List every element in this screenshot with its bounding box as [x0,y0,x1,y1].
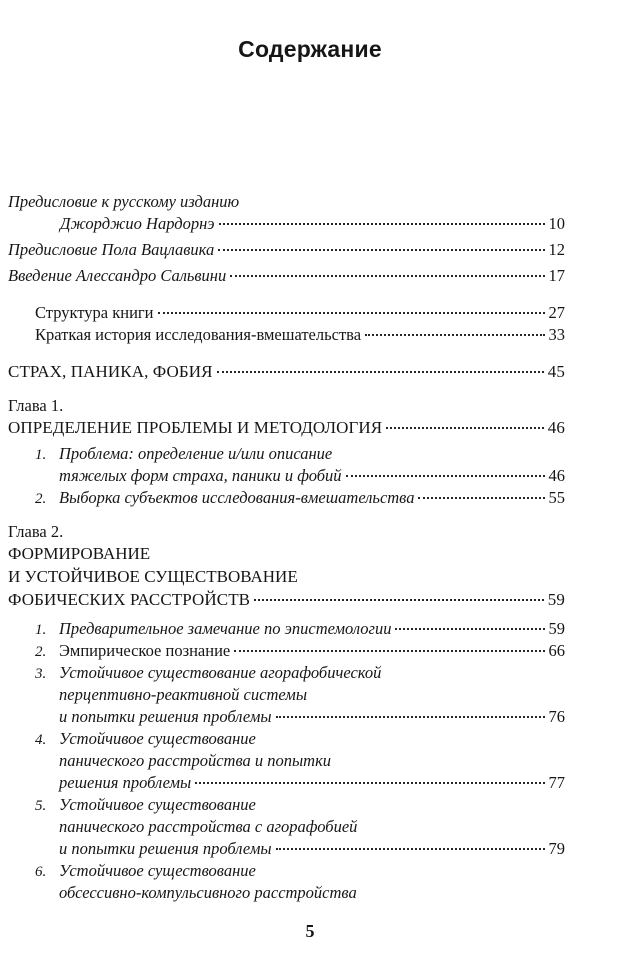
chapter-2-item-4 [35,728,256,750]
toc-entry-text: Краткая история исследования-вмешательства [35,325,362,344]
chapter-1-item-1 [35,443,332,465]
chapter-2-item-3 [35,662,381,684]
toc-page-number: 46 [547,418,565,437]
item-number: 4. [35,732,47,748]
toc-page-number: 45 [547,362,565,381]
dot-leader [230,275,544,277]
chapter-2-item-2 [35,640,565,662]
toc-page-number: 76 [548,707,565,726]
toc-entry-history [35,324,565,346]
dot-leader [395,628,544,630]
dot-leader [418,497,544,499]
item-text: Устойчивое существование агорафобической [59,663,382,682]
item-number: 3. [35,666,47,682]
dot-leader [217,371,544,373]
item-text: Проблема: определение и/или описание [59,444,333,463]
toc-page-number: 59 [547,590,565,609]
dot-leader [218,249,544,251]
toc-entry-text: тяжелых форм страха, паники и фобий [59,466,342,485]
item-text: Устойчивое существование [59,729,256,748]
dot-leader [219,223,545,225]
item-number: 2. [35,491,47,507]
toc-entry-part-fear [8,361,565,383]
item-text: Устойчивое существование [59,795,256,814]
chapter-2-item-6 [35,860,256,882]
toc-entry-text: Предисловие Пола Вацлавика [8,240,215,259]
toc-page-number: 59 [548,619,565,638]
toc-entry-text: и попытки решения проблемы [59,839,272,858]
chapter-2-item-4-line-2: панического расстройства и попытки [59,751,332,770]
toc-entry-text: Предварительное замечание по эпистемологии [59,619,392,638]
toc-entry-text: решения проблемы [59,773,192,792]
toc-entry-text: Введение Алессандро Сальвини [8,266,227,285]
toc-entry-text: Выборка субъектов исследования-вмешательства [59,488,415,507]
chapter-2-title [8,589,565,611]
page-number: 5 [305,921,315,941]
toc-page-number: 46 [548,466,565,485]
dot-leader [276,716,545,718]
chapter-1-item-2 [35,487,565,509]
toc-page-number: 77 [548,773,565,792]
item-number: 6. [35,864,47,880]
chapter-2-item-1 [35,618,565,640]
toc-page-number: 17 [548,266,565,285]
chapter-1-label: Глава 1. [8,396,64,415]
item-number: 2. [35,644,47,660]
toc-entry-text: Эмпирическое познание [59,641,231,660]
toc-page-number: 79 [548,839,565,858]
chapter-1-item-1-cont [59,465,565,487]
chapter-2-label: Глава 2. [8,522,64,541]
dot-leader [365,334,544,336]
dot-leader [254,599,544,601]
dot-leader [158,312,545,314]
toc-page-number: 27 [548,303,565,322]
chapter-2-item-5-cont [59,838,565,860]
toc-entry-preface-ru [60,213,565,235]
dot-leader [195,782,544,784]
chapter-1-title [8,417,565,439]
toc-entry-text: СТРАХ, ПАНИКА, ФОБИЯ [8,362,213,381]
toc-entry-text: Структура книги [35,303,154,322]
item-number: 1. [35,447,47,463]
toc-entry-preface-ru-line1: Предисловие к русскому изданию [8,192,240,211]
chapter-2-title-line-2: И УСТОЙЧИВОЕ СУЩЕСТВОВАНИЕ [8,567,298,586]
toc-entry-text: и попытки решения проблемы [59,707,272,726]
item-text: Устойчивое существование [59,861,256,880]
chapter-2-item-5-line-2: панического расстройства с агорафобией [59,817,358,836]
toc-page-number: 10 [548,214,565,233]
toc-entry-intro [8,265,565,287]
chapter-2-item-3-cont [59,706,565,728]
dot-leader [234,650,544,652]
chapter-2-item-5 [35,794,256,816]
toc-entry-text: ФОБИЧЕСКИХ РАССТРОЙСТВ [8,590,251,609]
toc-page-number: 33 [548,325,565,344]
toc-page-number: 55 [548,488,565,507]
dot-leader [386,427,544,429]
chapter-2-item-3-line-2: перцептивно-реактивной системы [59,685,307,704]
item-number: 5. [35,798,47,814]
toc-entry-structure [35,302,565,324]
toc-entry-preface-watzlawick [8,239,565,261]
dot-leader [276,848,545,850]
chapter-2-item-4-cont [59,772,565,794]
toc-page-number: 66 [548,641,565,660]
toc-entry-text: Джорджио Нардорнэ [60,214,215,233]
page-title: Содержание [238,36,382,62]
toc-page-number: 12 [548,240,565,259]
chapter-2-item-6-line-2: обсессивно-компульсивного расстройства [59,883,357,902]
dot-leader [346,475,545,477]
toc-entry-text: ОПРЕДЕЛЕНИЕ ПРОБЛЕМЫ И МЕТОДОЛОГИЯ [8,418,383,437]
chapter-2-title-line-1: ФОРМИРОВАНИЕ [8,544,151,563]
item-number: 1. [35,622,47,638]
